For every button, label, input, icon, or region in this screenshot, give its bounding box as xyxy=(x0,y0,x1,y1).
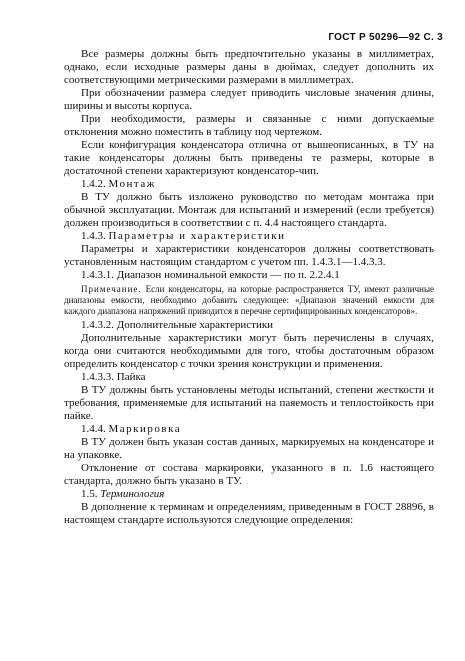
note-text: Если конденсаторы, на которые распространяется ТУ, имеют различные диапазоны емкости, необходимо добавить следующее: «Диапазон значений емкости для каждого диапазона напряжений приводится в перечне сертифицированных конденсаторов». xyxy=(64,284,434,316)
section-heading-parameters xyxy=(64,230,434,243)
section-title: Терминология xyxy=(100,488,165,500)
section-number: 1.4.4. xyxy=(81,423,106,435)
paragraph-additional-characteristics-heading: 1.4.3.2. Дополнительные характеристики xyxy=(81,319,274,331)
document-body xyxy=(64,48,434,527)
note-label: Примечание. xyxy=(81,284,142,294)
paragraph-dimensions-units: Все размеры должны быть предпочтительно указаны в миллиметрах, однако, если исходные размеры даны в дюймах, следует дополнить их соответствующими метрическими размерами в миллиметрах. xyxy=(64,48,434,86)
paragraph-soldering-heading: 1.4.3.3. Пайка xyxy=(81,371,146,383)
paragraph-marking: В ТУ должен быть указан состав данных, маркируемых на конденсаторе и на упаковке. xyxy=(64,436,434,461)
paragraph-other-configuration: Если конфигурация конденсатора отлична от вышеописанных, в ТУ на такие конденсаторы должны быть приведены те размеры, которые в достаточной степени характеризуют конденсатор-чип. xyxy=(64,139,434,177)
paragraph-parameters: Параметры и характеристики конденсаторов должны соответствовать установленным настоящим стандартом с учетом пп. 1.4.3.1—1.4.3.3. xyxy=(64,243,434,268)
section-title: Параметры и характеристики xyxy=(108,230,286,242)
paragraph-dimension-values: При обозначении размера следует приводить числовые значения длины, ширины и высоты корпуса. xyxy=(64,87,434,112)
paragraph-soldering: В ТУ должны быть установлены методы испытаний, степени жесткости и требования, применяемые для испытаний на паяемость и теплостойкость при пайке. xyxy=(64,384,434,422)
paragraph-dimension-table: При необходимости, размеры и связанные с ними допускаемые отклонения можно поместить в таблицу под чертежом. xyxy=(64,113,434,138)
section-number: 1.4.3. xyxy=(81,230,106,242)
page-header: ГОСТ Р 50296—92 С. 3 xyxy=(328,32,443,43)
section-title: Маркировка xyxy=(108,423,182,435)
paragraph-terminology: В дополнение к терминам и определениям, приведенным в ГОСТ 28896, в настоящем стандарте используются следующие определения: xyxy=(64,501,434,526)
paragraph-additional-characteristics: Дополнительные характеристики могут быть перечислены в случаях, когда они считаются необходимыми для того, чтобы достаточным образом определить конденсатор с точки зрения конструкции и применения. xyxy=(64,332,434,370)
section-heading-mounting xyxy=(64,178,434,191)
note xyxy=(64,284,434,317)
paragraph-marking-deviation: Отклонение от состава маркировки, указанного в п. 1.6 настоящего стандарта, должно быть указано в ТУ. xyxy=(64,462,434,487)
paragraph-mounting: В ТУ должно быть изложено руководство по методам монтажа при обычной эксплуатации. Монтаж для испытаний и измерений (если требуется) должен производиться в соответствии с п. 4.4 настоящего стандарта. xyxy=(64,191,434,229)
section-heading-marking xyxy=(64,423,434,436)
paragraph-capacitance-range: 1.4.3.1. Диапазон номинальной емкости — по п. 2.2.4.1 xyxy=(81,269,340,281)
section-title: Монтаж xyxy=(108,178,156,190)
section-number: 1.4.2. xyxy=(81,178,106,190)
section-number: 1.5. xyxy=(81,488,98,500)
section-heading-terminology xyxy=(64,488,434,501)
